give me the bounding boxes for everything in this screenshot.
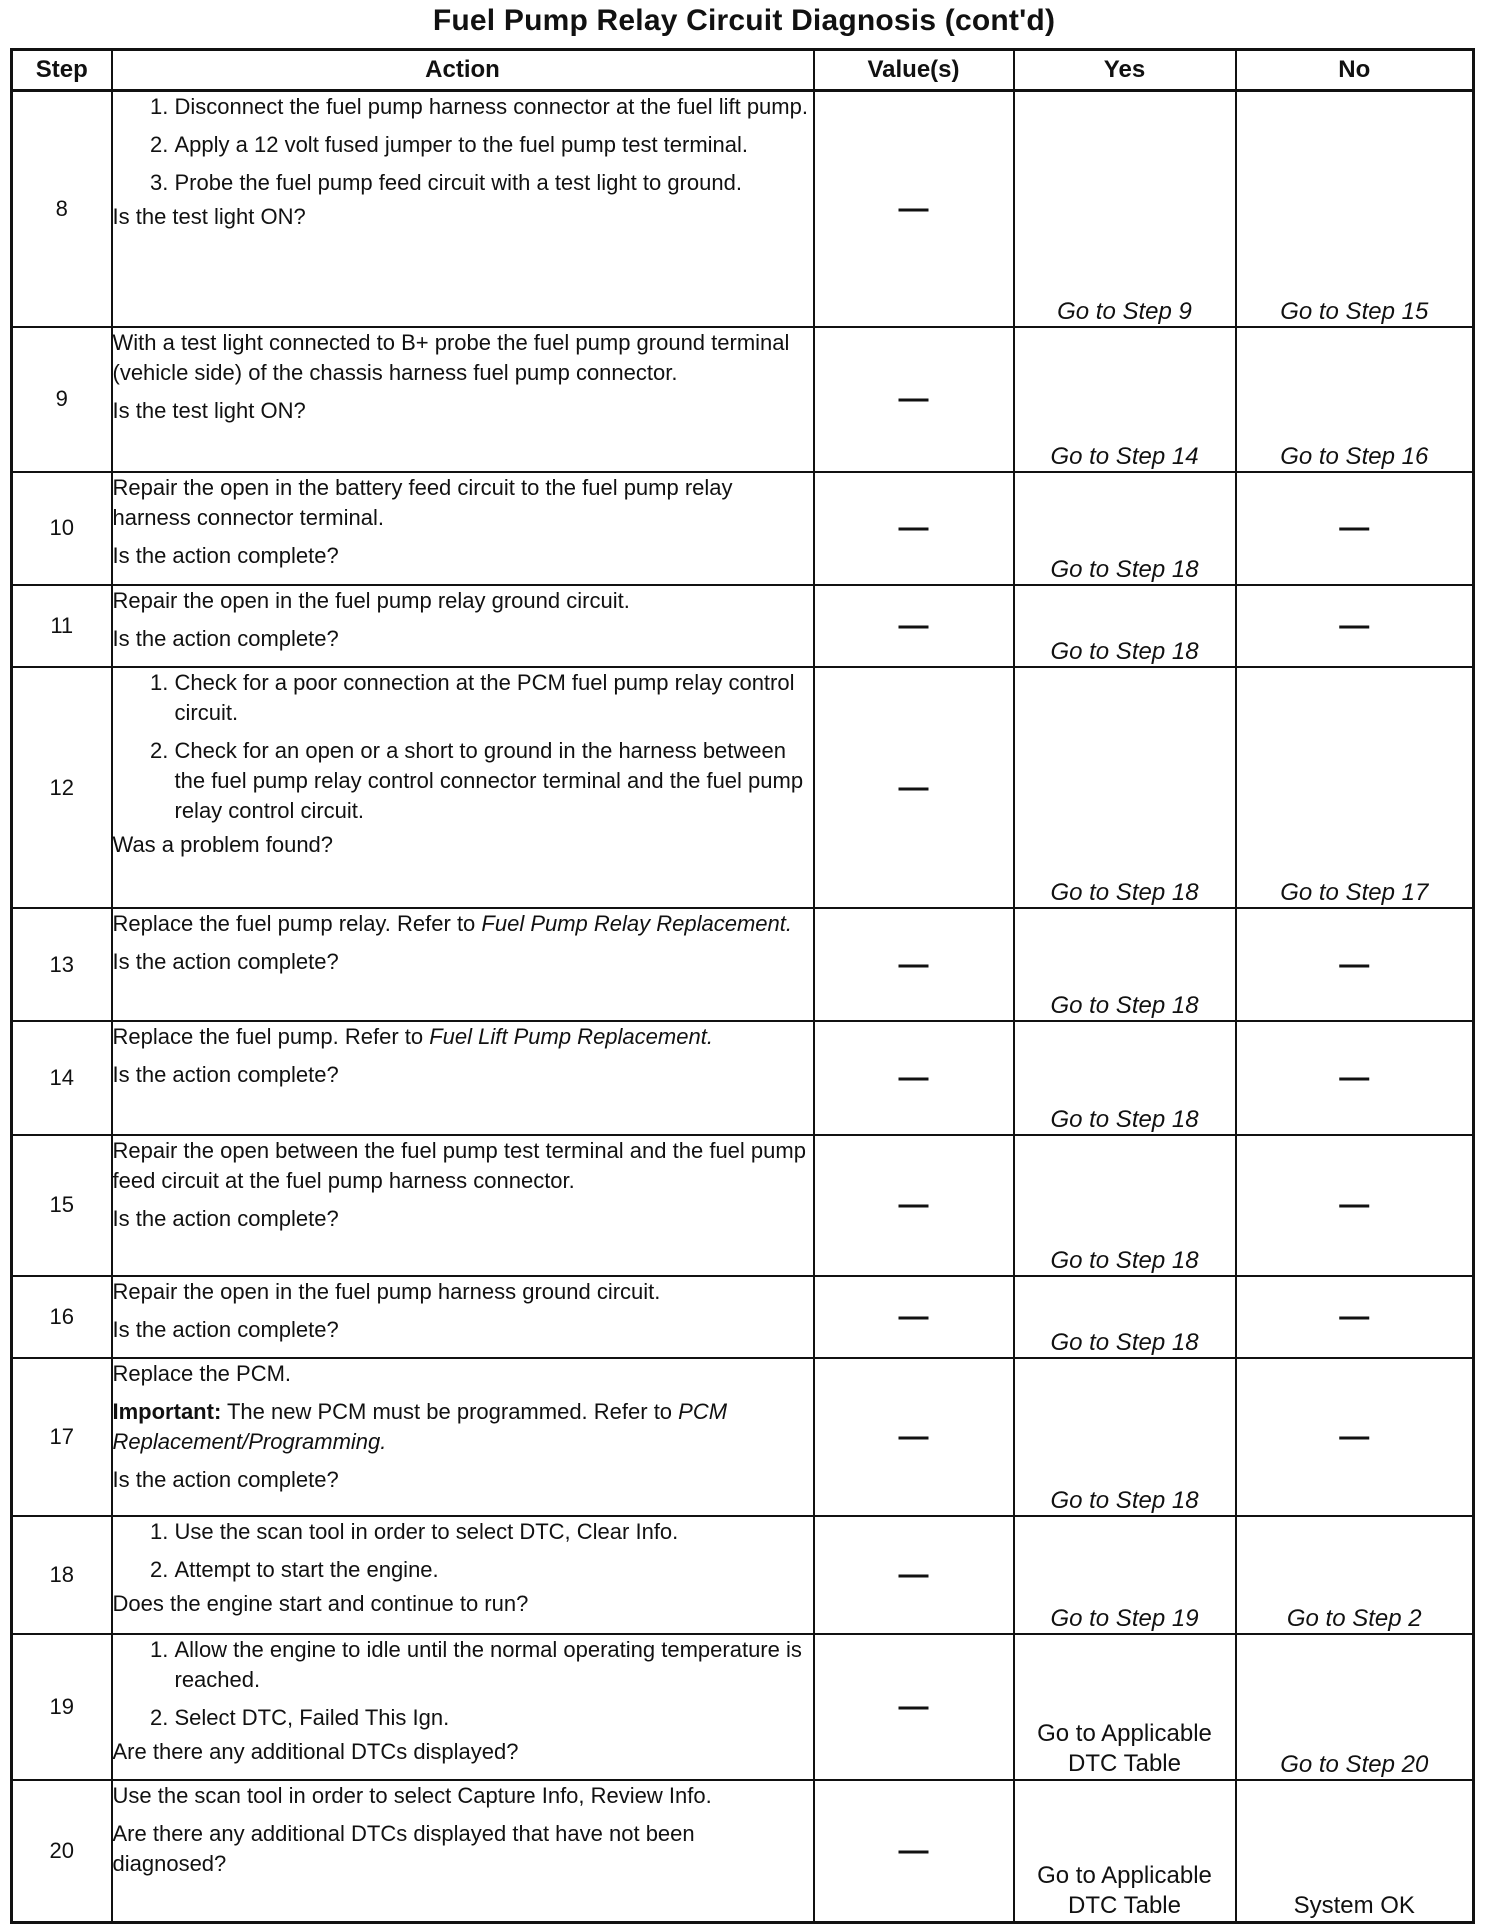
table-row	[12, 585, 1474, 667]
step-number: 20	[12, 1780, 112, 1922]
header-step: Step	[12, 50, 112, 91]
value-cell: —	[814, 667, 1014, 908]
value-cell: —	[814, 585, 1014, 667]
table-row	[12, 472, 1474, 585]
yes-result: Go to Step 18	[1014, 472, 1236, 585]
step-number: 9	[12, 327, 112, 472]
yes-result: Go to Step 18	[1014, 1021, 1236, 1134]
action-question: Is the action complete?	[112, 1205, 339, 1231]
no-result: —	[1236, 908, 1474, 1021]
action-question: Is the action complete?	[112, 1466, 339, 1492]
important-label: Important:	[112, 1398, 222, 1424]
reference-link[interactable]: Fuel Pump Relay Replacement.	[481, 911, 792, 937]
yes-result: Go to Step 18	[1014, 1358, 1236, 1516]
action-text	[113, 1022, 813, 1052]
action-text-body: Replace the fuel pump. Refer to	[112, 1024, 430, 1050]
yes-result: Go to Step 18	[1014, 667, 1236, 908]
no-result: —	[1236, 585, 1474, 667]
no-result: —	[1236, 1135, 1474, 1276]
yes-result: Go to Applicable DTC Table	[1014, 1780, 1236, 1922]
value-cell: —	[814, 472, 1014, 585]
value-cell: —	[814, 1021, 1014, 1134]
action-cell	[112, 1358, 814, 1516]
action-question: Is the test light ON?	[112, 204, 306, 229]
action-text: Repair the open between the fuel pump test terminal and the fuel pump feed circuit at the fuel pump harness connector.	[112, 1137, 806, 1193]
action-text-body: Replace the fuel pump relay. Refer to	[112, 911, 482, 937]
action-text: With a test light connected to B+ probe the fuel pump ground terminal (vehicle side) of the chassis harness fuel pump connector.	[112, 329, 790, 385]
action-cell	[112, 472, 814, 585]
action-question: Is the action complete?	[112, 1316, 339, 1342]
header-action: Action	[112, 50, 814, 91]
no-result: —	[1236, 1276, 1474, 1358]
step-number: 17	[12, 1358, 112, 1516]
yes-result: Go to Step 9	[1014, 91, 1236, 327]
action-cell	[112, 585, 814, 667]
no-result: —	[1236, 472, 1474, 585]
action-item: 2. Attempt to start the engine.	[175, 1555, 813, 1585]
action-question: Does the engine start and continue to run?	[112, 1590, 529, 1616]
action-list	[113, 668, 813, 826]
value-cell: —	[814, 1634, 1014, 1780]
table-row	[12, 1021, 1474, 1134]
table-row	[12, 1276, 1474, 1358]
action-question: Are there any additional DTCs displayed?	[112, 1739, 519, 1765]
table-row	[12, 1780, 1474, 1922]
no-result: Go to Step 2	[1236, 1516, 1474, 1634]
important-note	[113, 1397, 813, 1457]
action-question: Is the action complete?	[112, 626, 339, 652]
action-text	[113, 909, 813, 939]
yes-result: Go to Step 14	[1014, 327, 1236, 472]
table-row	[12, 91, 1474, 327]
action-item: 3. Probe the fuel pump feed circuit with a test light to ground.	[175, 168, 813, 198]
action-list	[113, 1635, 813, 1733]
action-text: Repair the open in the battery feed circuit to the fuel pump relay harness connector terminal.	[112, 474, 733, 530]
action-cell	[112, 1276, 814, 1358]
yes-result: Go to Step 18	[1014, 585, 1236, 667]
table-row	[12, 908, 1474, 1021]
action-item: 2. Apply a 12 volt fused jumper to the fuel pump test terminal.	[175, 130, 813, 160]
action-cell	[112, 1780, 814, 1922]
action-item: 1. Use the scan tool in order to select DTC, Clear Info.	[175, 1517, 813, 1547]
reference-link[interactable]: PCM Replacement/Programming.	[112, 1398, 728, 1454]
table-row	[12, 1358, 1474, 1516]
action-cell	[112, 1516, 814, 1634]
yes-result: Go to Step 18	[1014, 1135, 1236, 1276]
value-cell: —	[814, 1780, 1014, 1922]
action-cell	[112, 1135, 814, 1276]
no-result: Go to Step 16	[1236, 327, 1474, 472]
action-list	[113, 1517, 813, 1585]
value-cell: —	[814, 327, 1014, 472]
step-number: 8	[12, 91, 112, 327]
action-text: Use the scan tool in order to select Capture Info, Review Info.	[112, 1783, 712, 1809]
header-yes: Yes	[1014, 50, 1236, 91]
yes-result: Go to Applicable DTC Table	[1014, 1634, 1236, 1780]
step-number: 14	[12, 1021, 112, 1134]
table-row	[12, 667, 1474, 908]
important-text: The new PCM must be programmed. Refer to	[221, 1398, 679, 1424]
action-cell	[112, 1634, 814, 1780]
action-item: 1. Disconnect the fuel pump harness connector at the fuel lift pump.	[175, 92, 813, 122]
step-number: 15	[12, 1135, 112, 1276]
action-text: Repair the open in the fuel pump harness ground circuit.	[112, 1278, 661, 1304]
action-cell	[112, 667, 814, 908]
value-cell: —	[814, 1516, 1014, 1634]
action-cell	[112, 908, 814, 1021]
action-text: Repair the open in the fuel pump relay ground circuit.	[112, 588, 630, 614]
no-result: System OK	[1236, 1780, 1474, 1922]
yes-result: Go to Step 18	[1014, 908, 1236, 1021]
action-item: 2. Check for an open or a short to ground in the harness between the fuel pump relay control connector terminal and the fuel pump relay control circuit.	[175, 736, 813, 826]
no-result: Go to Step 20	[1236, 1634, 1474, 1780]
value-cell: —	[814, 1358, 1014, 1516]
no-result: Go to Step 17	[1236, 667, 1474, 908]
reference-link[interactable]: Fuel Lift Pump Replacement.	[429, 1024, 713, 1050]
step-number: 11	[12, 585, 112, 667]
step-number: 16	[12, 1276, 112, 1358]
value-cell: —	[814, 1135, 1014, 1276]
action-item: 2. Select DTC, Failed This Ign.	[175, 1703, 813, 1733]
action-question: Are there any additional DTCs displayed that have not been diagnosed?	[112, 1821, 695, 1877]
step-number: 12	[12, 667, 112, 908]
table-row	[12, 1516, 1474, 1634]
table-row	[12, 327, 1474, 472]
step-number: 10	[12, 472, 112, 585]
action-cell	[112, 91, 814, 327]
action-question: Was a problem found?	[112, 832, 334, 858]
action-question: Is the test light ON?	[112, 397, 306, 423]
page-title: Fuel Pump Relay Circuit Diagnosis (cont'd)	[432, 4, 1056, 37]
table-row	[12, 1634, 1474, 1780]
step-number: 13	[12, 908, 112, 1021]
header-values: Value(s)	[814, 50, 1014, 91]
action-cell	[112, 1021, 814, 1134]
yes-result: Go to Step 19	[1014, 1516, 1236, 1634]
no-result: —	[1236, 1358, 1474, 1516]
action-item: 1. Check for a poor connection at the PCM fuel pump relay control circuit.	[175, 668, 813, 728]
value-cell: —	[814, 908, 1014, 1021]
step-number: 19	[12, 1634, 112, 1780]
step-number: 18	[12, 1516, 112, 1634]
action-question: Is the action complete?	[112, 1062, 339, 1088]
header-no: No	[1236, 50, 1474, 91]
diagnosis-table	[10, 48, 1475, 1924]
action-item: 1. Allow the engine to idle until the normal operating temperature is reached.	[175, 1635, 813, 1695]
action-list	[113, 92, 813, 198]
no-result: —	[1236, 1021, 1474, 1134]
value-cell: —	[814, 91, 1014, 327]
table-row	[12, 1135, 1474, 1276]
action-text: Replace the PCM.	[112, 1360, 292, 1386]
action-question: Is the action complete?	[112, 949, 339, 975]
action-question: Is the action complete?	[112, 542, 339, 568]
action-cell	[112, 327, 814, 472]
no-result: Go to Step 15	[1236, 91, 1474, 327]
header-row	[12, 50, 1474, 91]
value-cell: —	[814, 1276, 1014, 1358]
yes-result: Go to Step 18	[1014, 1276, 1236, 1358]
